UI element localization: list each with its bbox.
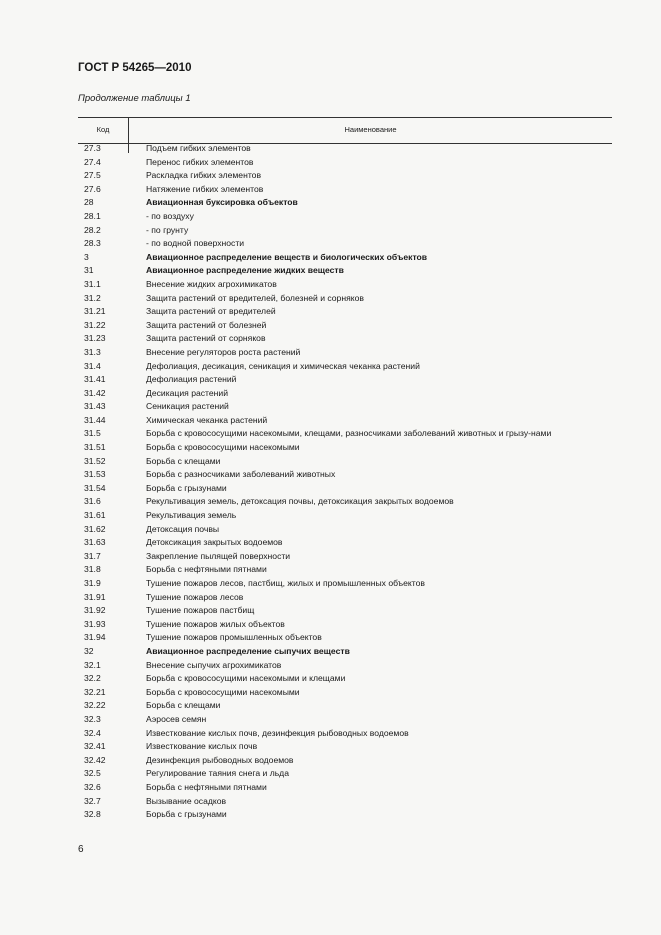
row-name: Авиационное распределение сыпучих веществ (146, 645, 350, 656)
row-code: 31.62 (84, 523, 106, 534)
row-code: 31.93 (84, 618, 106, 629)
row-code: 27.6 (84, 183, 101, 194)
row-name: Защита растений от сорняков (146, 333, 266, 344)
row-code: 31.44 (84, 414, 106, 425)
row-code: 31.1 (84, 278, 101, 289)
row-name: Тушение пожаров лесов, пастбищ, жилых и промышленных объектов (146, 578, 425, 588)
row-name: Детоксация почвы (146, 523, 220, 534)
table-row (78, 400, 612, 414)
row-code: 32.7 (84, 795, 101, 806)
row-code: 31.41 (84, 374, 106, 385)
row-code: 31.51 (84, 442, 106, 453)
table-row (78, 332, 612, 346)
row-name: Борьба с нефтяными пятнами (146, 781, 267, 792)
row-code: 32.2 (84, 673, 101, 684)
row-name: Внесение сыпучих агрохимикатов (146, 659, 282, 670)
table-row (78, 686, 612, 700)
row-name: Тушение пожаров пастбищ (146, 605, 255, 616)
table-row (78, 727, 612, 741)
table-body (78, 142, 612, 822)
row-code: 31.52 (84, 455, 106, 466)
row-name: Дефолиация, десикация, сеникация и химическая чеканка растений (146, 360, 420, 371)
row-code: 31.92 (84, 605, 106, 616)
row-name: Сеникация растений (146, 401, 229, 412)
table-row (78, 169, 612, 183)
table-row (78, 767, 612, 781)
table-row (78, 618, 612, 632)
row-name: Дефолиация растений (146, 374, 237, 385)
row-code: 31.2 (84, 292, 101, 303)
table-row (78, 373, 612, 387)
row-name: Известкование кислых почв (146, 741, 258, 752)
row-code: 31.22 (84, 319, 106, 330)
row-name: Десикация растений (146, 387, 229, 398)
row-code: 28 (84, 197, 94, 208)
table-row (78, 563, 612, 577)
row-code: 32.5 (84, 768, 101, 779)
row-code: 31.23 (84, 333, 106, 344)
column-header-code: Код (96, 125, 110, 134)
row-code: 31.63 (84, 537, 106, 548)
table-header (78, 117, 612, 144)
row-code: 31.94 (84, 632, 106, 643)
row-code: 32.6 (84, 781, 101, 792)
row-code: 31.42 (84, 387, 106, 398)
row-code: 31.53 (84, 469, 106, 480)
table-row (78, 631, 612, 645)
row-name: Авиационное распределение жидких веществ (146, 265, 344, 276)
row-name: Аэросев семян (146, 713, 207, 724)
table-row (78, 427, 612, 441)
row-name: Авиационная буксировка объектов (146, 197, 298, 208)
row-code: 32.21 (84, 686, 106, 697)
table-row (78, 550, 612, 564)
table-row (78, 210, 612, 224)
row-name: Раскладка гибких элементов (146, 170, 262, 181)
table-row (78, 414, 612, 428)
row-code: 31.43 (84, 401, 106, 412)
table-row (78, 142, 612, 156)
row-name: Перенос гибких элементов (146, 156, 254, 167)
table-row (78, 264, 612, 278)
row-code: 31.91 (84, 591, 106, 602)
row-code: 32.8 (84, 809, 101, 820)
table-row (78, 319, 612, 333)
row-code: 27.3 (84, 143, 101, 153)
table-row (78, 455, 612, 469)
row-code: 32 (84, 645, 94, 656)
document-title: ГОСТ Р 54265—2010 (78, 62, 192, 74)
row-code: 28.3 (84, 238, 101, 249)
table-row (78, 577, 612, 591)
row-code: 32.4 (84, 727, 101, 738)
row-name: Борьба с кровососущими насекомыми (146, 442, 300, 453)
row-name: Борьба с клещами (146, 700, 221, 711)
table-row (78, 795, 612, 809)
row-name: Внесение жидких агрохимикатов (146, 278, 277, 289)
row-name: Рекультивация земель (146, 510, 237, 521)
row-code: 27.5 (84, 170, 101, 181)
row-code: 31.7 (84, 550, 101, 561)
row-name: Внесение регуляторов роста растений (146, 346, 301, 357)
table-row (78, 754, 612, 768)
row-code: 27.4 (84, 156, 101, 167)
row-name: Защита растений от болезней (146, 319, 267, 330)
row-name: Химическая чеканка растений (146, 414, 268, 425)
page-number: 6 (78, 844, 84, 855)
table-row (78, 305, 612, 319)
row-name: Закрепление пылящей поверхности (146, 550, 291, 561)
table-row (78, 278, 612, 292)
row-name: Детоксикация закрытых водоемов (146, 537, 283, 548)
table-row (78, 509, 612, 523)
table-row (78, 468, 612, 482)
column-header-name: Наименование (344, 125, 397, 134)
table-row (78, 346, 612, 360)
row-name: - по воздуху (146, 210, 194, 221)
row-code: 31.54 (84, 482, 106, 493)
row-name: - по водной поверхности (146, 238, 245, 249)
table-row (78, 360, 612, 374)
row-code: 31.4 (84, 360, 101, 371)
row-name: Тушение пожаров жилых объектов (146, 618, 285, 629)
row-code: 31.5 (84, 428, 101, 439)
row-code: 31.9 (84, 578, 101, 588)
row-name: Тушение пожаров лесов (146, 591, 244, 602)
row-code: 31.6 (84, 496, 101, 507)
row-name: Борьба с кровососущими насекомыми, клещами, разносчиками заболеваний животных и грызу-нами (146, 428, 552, 439)
table-row (78, 604, 612, 618)
row-code: 28.2 (84, 224, 101, 235)
row-name: Защита растений от вредителей, болезней и сорняков (146, 292, 364, 303)
row-name: Дезинфекция рыбоводных водоемов (146, 754, 294, 765)
table-row (78, 699, 612, 713)
table-row (78, 740, 612, 754)
table-row (78, 387, 612, 401)
table-row (78, 495, 612, 509)
table-row (78, 292, 612, 306)
row-name: Рекультивация земель, детоксация почвы, детоксикация закрытых водоемов (146, 496, 454, 507)
row-code: 31 (84, 265, 94, 276)
row-name: Борьба с разносчиками заболеваний животных (146, 469, 336, 480)
table-row (78, 659, 612, 673)
row-name: Борьба с клещами (146, 455, 221, 466)
table-row (78, 441, 612, 455)
row-name: Защита растений от вредителей (146, 306, 276, 317)
table-row (78, 156, 612, 170)
table-row (78, 781, 612, 795)
row-code: 32.22 (84, 700, 106, 711)
row-name: Тушение пожаров промышленных объектов (146, 632, 322, 643)
row-code: 31.8 (84, 564, 101, 575)
table-row (78, 536, 612, 550)
table-row (78, 808, 612, 822)
table-row (78, 523, 612, 537)
row-code: 31.61 (84, 510, 106, 521)
table-row (78, 482, 612, 496)
row-name: Подъем гибких элементов (146, 143, 251, 153)
row-name: Борьба с кровососущими насекомыми и клещами (146, 673, 346, 684)
row-code: 32.1 (84, 659, 101, 670)
row-name: Натяжение гибких элементов (146, 183, 264, 194)
table-row (78, 645, 612, 659)
row-code: 31.21 (84, 306, 106, 317)
row-name: Борьба с грызунами (146, 809, 227, 820)
row-name: Борьба с кровососущими насекомыми (146, 686, 300, 697)
table-row (78, 713, 612, 727)
table-row (78, 672, 612, 686)
table-row (78, 183, 612, 197)
table-row (78, 251, 612, 265)
row-code: 28.1 (84, 210, 101, 221)
row-name: Авиационное распределение веществ и биологических объектов (146, 251, 428, 262)
table-row (78, 196, 612, 210)
row-name: Борьба с грызунами (146, 482, 227, 493)
table-row (78, 224, 612, 238)
row-name: Регулирование таяния снега и льда (146, 768, 289, 779)
row-code: 32.42 (84, 754, 106, 765)
row-code: 32.3 (84, 713, 101, 724)
table-continuation-caption: Продолжение таблицы 1 (78, 93, 191, 104)
row-name: Вызывание осадков (146, 795, 227, 806)
row-code: 32.41 (84, 741, 106, 752)
row-code: 3 (84, 251, 89, 262)
table-row (78, 237, 612, 251)
row-name: - по грунту (146, 224, 189, 235)
row-name: Борьба с нефтяными пятнами (146, 564, 267, 575)
row-code: 31.3 (84, 346, 101, 357)
table-row (78, 591, 612, 605)
row-name: Известкование кислых почв, дезинфекция рыбоводных водоемов (146, 727, 409, 738)
